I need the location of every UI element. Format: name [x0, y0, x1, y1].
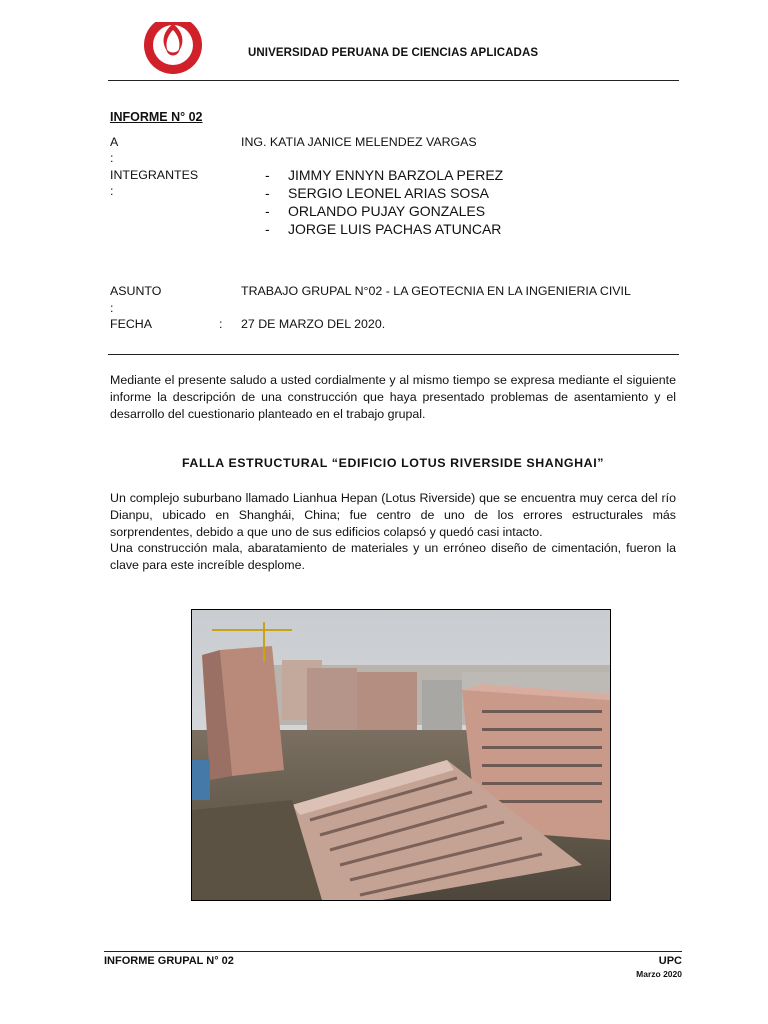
upc-logo-icon	[140, 14, 206, 76]
list-item	[265, 184, 503, 202]
meta-divider	[108, 354, 679, 355]
section-title: FALLA ESTRUCTURAL “EDIFICIO LOTUS RIVERSIDE SHANGHAI”	[181, 456, 605, 470]
bullet: -	[265, 221, 270, 237]
date-label: FECHA	[110, 317, 152, 331]
intro-paragraph: Mediante el presente saludo a usted cordialmente y al mismo tiempo se expresa mediante el siguiente informe la descripción de una construcción que haya presentado problemas de asentamiento y el desarrollo del cuestionario planteado en el trabajo grupal.	[110, 373, 676, 421]
header-divider	[108, 80, 679, 81]
footer-date: Marzo 2020	[636, 969, 682, 979]
upc-logo	[140, 14, 206, 76]
member-name: ORLANDO PUJAY GONZALES	[288, 203, 486, 219]
bullet: -	[265, 185, 270, 201]
member-name: JIMMY ENNYN BARZOLA PEREZ	[288, 167, 504, 183]
list-item	[265, 220, 503, 238]
members-list	[265, 166, 503, 238]
date-colon: :	[219, 317, 223, 331]
subject-colon: :	[110, 301, 114, 315]
footer-right: UPC	[658, 955, 682, 967]
footer-divider	[104, 951, 682, 952]
list-item	[265, 202, 503, 220]
member-name: JORGE LUIS PACHAS ATUNCAR	[288, 221, 502, 237]
photo-illustration	[192, 610, 610, 900]
members-label: INTEGRANTES	[110, 168, 199, 182]
bullet: -	[265, 203, 270, 219]
university-name: UNIVERSIDAD PERUANA DE CIENCIAS APLICADAS	[248, 47, 539, 59]
to-label: A	[110, 135, 119, 149]
subject-label: ASUNTO	[110, 284, 162, 298]
members-colon: :	[110, 184, 114, 198]
to-value: ING. KATIA JANICE MELENDEZ VARGAS	[241, 135, 477, 149]
date-value: 27 DE MARZO DEL 2020.	[241, 317, 386, 331]
collapsed-building-photo	[191, 609, 611, 901]
member-name: SERGIO LEONEL ARIAS SOSA	[288, 185, 489, 201]
bullet: -	[265, 167, 270, 183]
subject-value: TRABAJO GRUPAL N°02 - LA GEOTECNIA EN LA INGENIERIA CIVIL	[241, 284, 631, 298]
paragraph-1: Un complejo suburbano llamado Lianhua Hepan (Lotus Riverside) que se encuentra muy cerca del río Dianpu, ubicado en Shanghái, China; fue centro de uno de los errores estructurales más sorprendentes, debido a que uno de sus edificios colapsó y quedó casi intacto.	[110, 491, 676, 539]
paragraph-2: Una construcción mala, abaratamiento de materiales y un erróneo diseño de cimentación, fueron la clave para este increíble desplome.	[110, 541, 676, 572]
footer-left: INFORME GRUPAL N° 02	[104, 955, 234, 967]
to-colon: :	[110, 151, 114, 165]
report-title: INFORME N° 02	[110, 110, 203, 124]
list-item	[265, 166, 503, 184]
